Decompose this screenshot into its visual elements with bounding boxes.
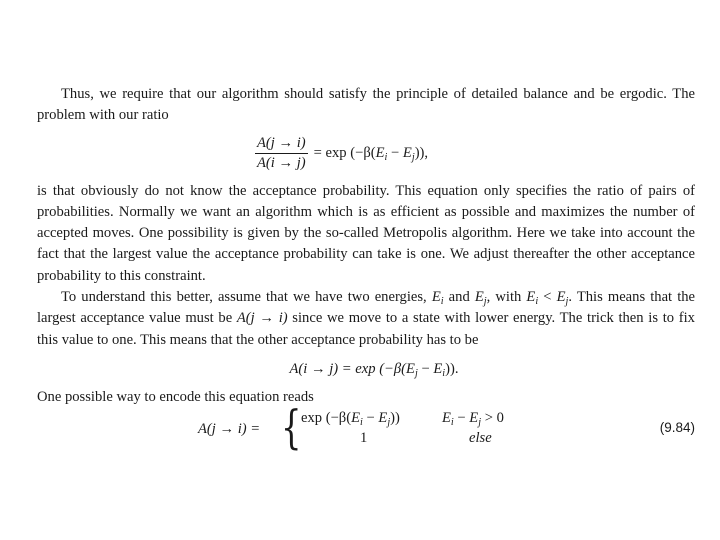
left-brace: { <box>281 400 302 455</box>
text-fragment: To understand this better, assume that we have two energies, <box>61 289 432 306</box>
cases-row1-condition: $E_i - E_j > 0$ <box>442 410 504 429</box>
paragraph-energies <box>37 287 695 351</box>
equation-acceptance-ratio <box>255 127 695 181</box>
eq2-lhs: A(i → j) = exp (−β( <box>289 360 407 377</box>
cases-row2-condition: else <box>469 430 492 447</box>
document-page <box>37 84 695 458</box>
energy-ei: $E_i$ <box>433 360 446 379</box>
cases-row2-expr: 1 <box>360 430 368 447</box>
text-fragment: , with <box>486 289 527 306</box>
rhs-part: = exp (−β( <box>313 145 376 162</box>
acceptance-inline: A(j → i) <box>236 310 288 327</box>
energy-ej: $E_j$ <box>406 360 418 379</box>
fraction <box>255 135 308 172</box>
eq2-minus: − <box>417 360 434 377</box>
paragraph-metropolis: is that obviously do not know the acceptance probability. This equation only specifies the ratio of pairs of probabilities. Normally we want an algorithm which is as efficient as possible and maximizes the number of accepted moves. One possibility is given by the so-called Metropolis algorithm. Here we take into account the fact that the largest value the acceptance probability can take is one. We adjust thereafter the other acceptance probability to this constraint. <box>37 182 695 284</box>
inequality-inline: $E_i < E_j$ <box>526 289 569 308</box>
eq2-close: )). <box>445 360 459 377</box>
equation-cases <box>37 400 695 458</box>
paragraph-encode: One possible way to encode this equation reads <box>37 388 314 405</box>
text-fragment: and <box>443 289 475 306</box>
rhs-close: )), <box>414 145 429 162</box>
text-fragment: . This means that the largest acceptance value must be <box>37 289 696 327</box>
equation-number: (9.84) <box>659 420 695 436</box>
energy-ej-inline: $E_j$ <box>474 289 487 308</box>
fraction-numerator: A(j → i) <box>255 135 308 154</box>
equation-other-acceptance <box>53 351 695 387</box>
cases-row1-expr: $\exp (-\beta(E_i - E_j))$ <box>301 410 400 429</box>
energy-ej: $E_j$ <box>402 145 415 164</box>
energy-ei-inline: $E_i$ <box>431 289 444 308</box>
equation-rhs <box>314 145 428 162</box>
energy-ei: $E_i$ <box>375 145 388 164</box>
text-fragment: since we move to a state with lower energy. The trick then is to fix this value to one. This means that the other acceptance probability has to be <box>37 310 695 348</box>
paragraph-intro: Thus, we require that our algorithm should satisfy the principle of detailed balance and be ergodic. The problem with our ratio <box>37 86 695 124</box>
rhs-minus: − <box>387 145 403 162</box>
cases-lhs: A(j → i) = <box>198 421 261 438</box>
fraction-denominator: A(i → j) <box>257 155 306 172</box>
